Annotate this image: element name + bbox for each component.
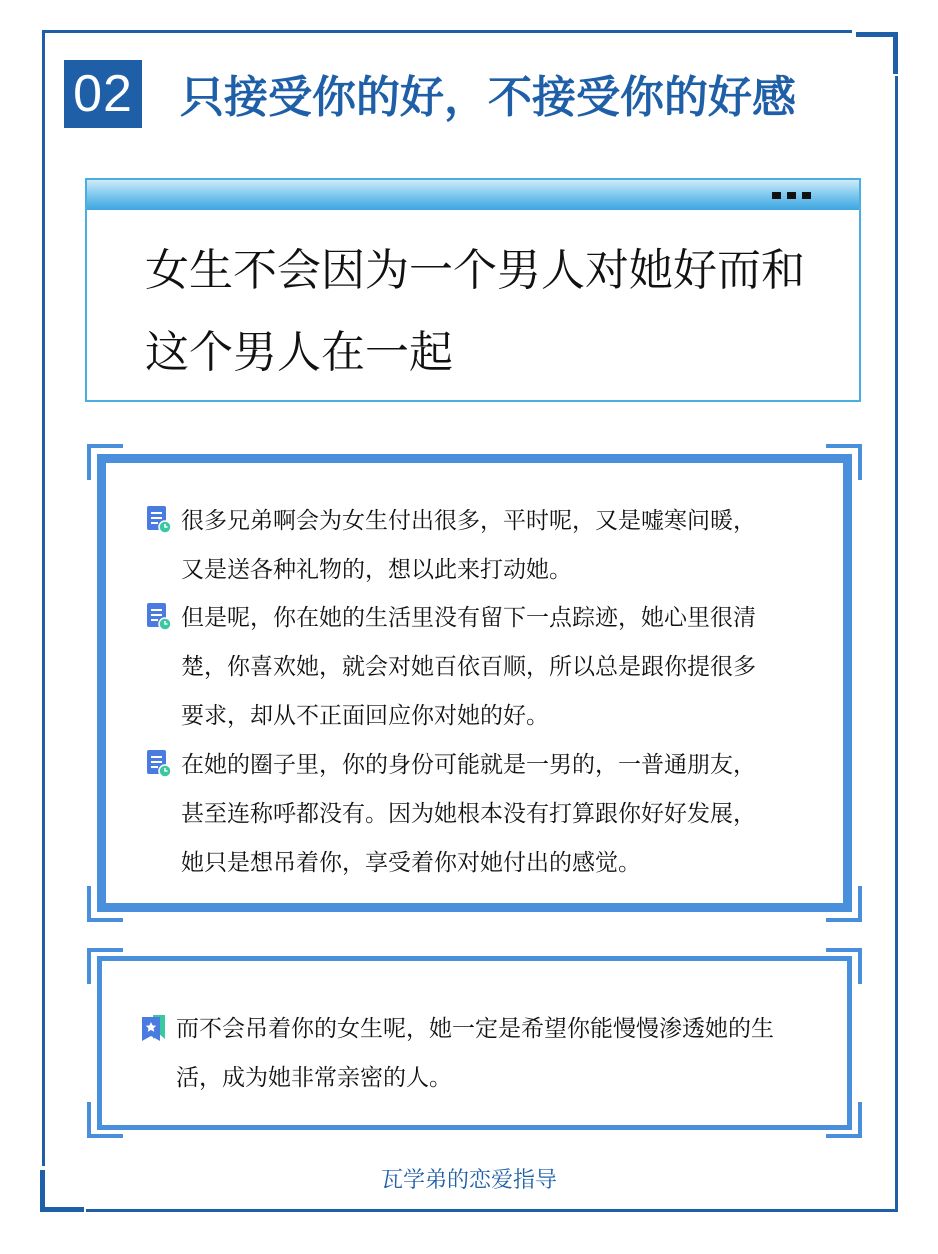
paragraph-line: 要求，却从不正面回应你对她的好。 xyxy=(181,703,549,729)
paragraph xyxy=(146,497,756,595)
quote-card xyxy=(85,178,861,402)
paragraph-line: 但是呢，你在她的生活里没有留下一点踪迹，她心里很清 xyxy=(181,605,756,631)
frame-corner-accent xyxy=(40,1207,84,1212)
more-dots-icon xyxy=(772,192,811,199)
frame-corner-accent xyxy=(856,32,898,37)
paragraph xyxy=(141,1005,774,1103)
paragraph-line: 甚至连称呼都没有。因为她根本没有打算跟你好好发展， xyxy=(181,801,756,827)
page-title: 只接受你的好，不接受你的好感 xyxy=(180,72,796,123)
quote-card-titlebar xyxy=(87,180,859,210)
paragraph-line: 楚，你喜欢她，就会对她百依百顺，所以总是跟你提很多 xyxy=(181,654,756,680)
paragraph-line: 很多兄弟啊会为女生付出很多，平时呢，又是嘘寒问暖， xyxy=(181,508,756,534)
section-number-badge: 02 xyxy=(64,60,142,128)
quote-line: 女生不会因为一个男人对她好而和 xyxy=(145,245,805,296)
paragraph-line: 又是送各种礼物的，想以此来打动她。 xyxy=(181,557,572,583)
paragraph-line: 她只是想吊着你，享受着你对她付出的感觉。 xyxy=(181,850,641,876)
footer-signature: 瓦学弟的恋爱指导 xyxy=(380,1168,557,1193)
paragraph xyxy=(146,741,756,888)
paragraph xyxy=(146,594,756,741)
paragraph-line: 而不会吊着你的女生呢，她一定是希望你能慢慢渗透她的生 xyxy=(176,1016,774,1042)
quote-line: 这个男人在一起 xyxy=(145,327,453,378)
frame-corner-accent xyxy=(893,32,898,74)
paragraph-line: 在她的圈子里，你的身份可能就是一男的，一普通朋友， xyxy=(181,752,756,778)
paragraph-line: 活，成为她非常亲密的人。 xyxy=(176,1065,452,1091)
quote-text xyxy=(145,230,825,394)
